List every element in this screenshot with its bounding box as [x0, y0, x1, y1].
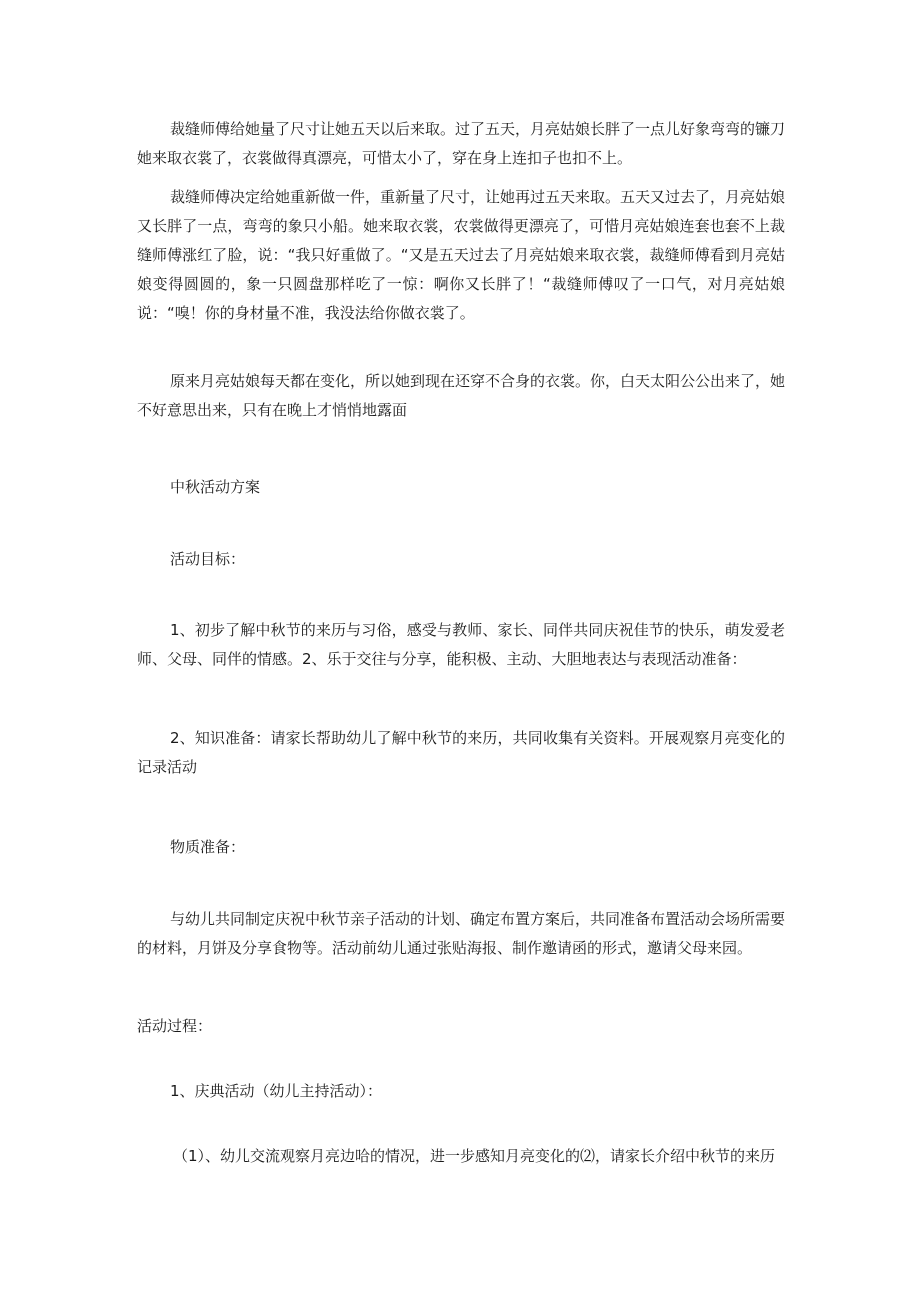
- material-text: 与幼儿共同制定庆祝中秋节亲子活动的计划、确定布置方案后，共同准备布置活动会场所需要的材料，月饼及分享食物等。活动前幼儿通过张贴海报、制作邀请函的形式，邀请父母来园。: [137, 910, 786, 957]
- story-paragraph-3: 原来月亮姑娘每天都在变化，所以她到现在还穿不合身的衣裳。你，白天太阳公公出来了，她不好意思出来，只有在晚上才悄悄地露面: [137, 372, 786, 419]
- process-item-1: 1、庆典活动（幼儿主持活动）：: [170, 1082, 383, 1100]
- material-heading: 物质准备：: [170, 838, 246, 856]
- story-paragraph-2: 裁缝师傅决定给她重新做一件，重新量了尺寸，让她再过五天来取。五天又过去了，月亮姑娘又长胖了一点，弯弯的象只小船。她来取衣裳，农裳做得更漂亮了，可惜月亮姑娘连套也套不上裁缝师傅涨红了脸，说：“我只好重做了。“又是五天过去了月亮姑娘来取衣裳，裁缝师傅看到月亮姑娘变得圆圆的，象一只圆盘那样吃了一惊：啊你又长胖了！“裁缝师傅叹了一口气，对月亮姑娘说：“嗅！你的身材量不准，我没法给你做衣裳了。: [137, 188, 786, 322]
- story-paragraph-1: 裁缝师傅给她量了尺寸让她五天以后来取。过了五天，月亮姑娘长胖了一点儿好象弯弯的镰刀她来取衣裳了，衣裳做得真漂亮，可惜太小了，穿在身上连扣子也扣不上。: [137, 120, 786, 167]
- goal-heading: 活动目标：: [170, 550, 246, 568]
- goal-item-1: 1、初步了解中秋节的来历与习俗，感受与教师、家长、同伴共同庆祝佳节的快乐，萌发爱老师、父母、同伴的情感。2、乐于交往与分享，能积极、主动、大胆地表达与表现活动准备：: [137, 621, 785, 668]
- process-item-1-1: （1）、幼儿交流观察月亮边哈的情况，进一步感知月亮变化的⑵，请家长介绍中秋节的来历: [173, 1147, 776, 1165]
- process-heading: 活动过程：: [137, 1017, 213, 1035]
- plan-title: 中秋活动方案: [170, 478, 261, 496]
- knowledge-prep: 2、知识准备：请家长帮助幼儿了解中秋节的来历，共同收集有关资料。开展观察月亮变化的记录活动: [137, 729, 785, 776]
